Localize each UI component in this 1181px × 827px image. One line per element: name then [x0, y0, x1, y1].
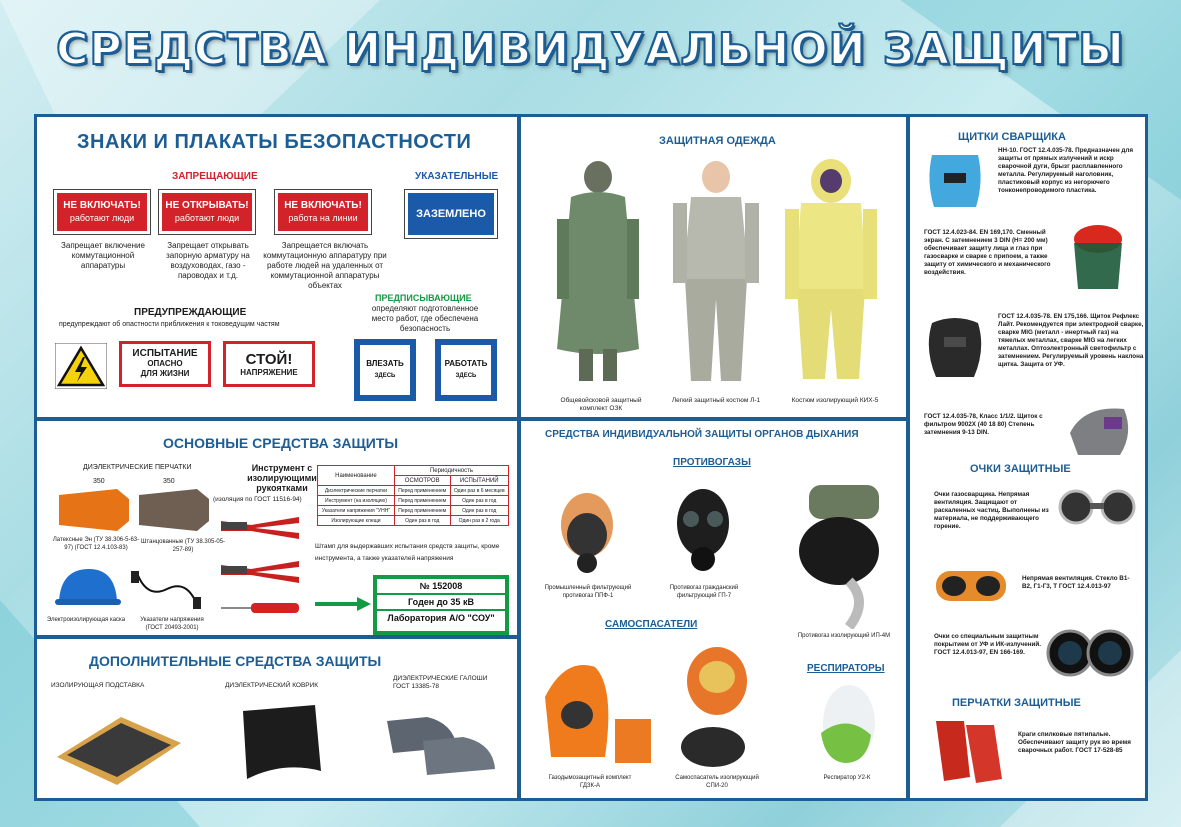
latex-glove-image: [57, 485, 131, 535]
u2k-caption: Респиратор У2-К: [823, 775, 871, 781]
welder-shield-blue-icon: [924, 149, 986, 211]
stamped-glove-image: [137, 485, 211, 535]
stamp-note: Штамп для выдержавших испытания средств защиты, кроме инструмента, а также указателей напряжения: [315, 543, 500, 562]
ip4m-mask-image: [789, 481, 895, 629]
u2k-respirator-image: [811, 683, 881, 771]
helmet-caption: Электроизолирующая каска: [46, 617, 126, 623]
clothing-panel: [518, 114, 909, 420]
welder-gloves-icon: [930, 717, 1010, 785]
goggles-text-2: Непрямая вентиляция. Стекло В1-В2, Г1-Г3, Т ГОСТ 12.4.013-97: [1022, 575, 1130, 590]
period-table: Наименование Периодичность ОСМОТРОВ ИСПЫТАНИЙ Диэлектрические перчатки Перед применением Один раз в 6 месяцев Инструмент (на изоляцию) Перед применением Один раз в год Указатели напряжения "УНН" Перед применением Один раз в год Изолирующие клещи Один раз в год Один раз в 2 года: [317, 465, 509, 526]
pliers-1-image: [221, 513, 299, 539]
resp-panel: [518, 418, 909, 801]
warn-desc: предупреждают об опастности приближения к токоведущим частям: [59, 321, 280, 328]
welder-mask-black-icon: [922, 315, 988, 381]
welding-panel: [907, 114, 1148, 801]
presc-label: ПРЕДПИСЫВАЮЩИЕ: [375, 293, 472, 303]
latex-glove-caption: Латексные Эн (ТУ 38.306-5-63-97) (ГОСТ 12.4.103-83): [52, 537, 140, 551]
gloves-label: ДИЭЛЕКТРИЧЕСКИЕ ПЕРЧАТКИ: [83, 464, 192, 471]
sign-testing: ИСПЫТАНИЕ ОПАСНО ДЛЯ ЖИЗНИ: [119, 341, 211, 387]
signs-header: ЗНАКИ И ПЛАКАТЫ БЕЗОПАСТНОСТИ: [77, 131, 472, 153]
signs-panel: [34, 114, 520, 420]
galoshes-label: ДИЭЛЕКТРИЧЕСКИЕ ГАЛОШИ ГОСТ 13385-78: [393, 675, 488, 690]
presc-desc: определяют подготовленное место работ, где обеспечена безопасность: [371, 304, 479, 333]
goggles-orange-icon: [934, 563, 1008, 607]
sign-stop-voltage: СТОЙ! НАПРЯЖЕНИЕ: [223, 341, 315, 387]
screwdriver-image: [221, 601, 299, 615]
ppf1-mask-image: [555, 489, 619, 577]
goggles-welder-icon: [1056, 483, 1138, 527]
sign1-desc: Запрещает включение коммутационной аппаратуры: [61, 241, 145, 270]
ip4m-caption: Противогаз изолирующий ИП-4М: [797, 633, 891, 639]
goggles-uv-icon: [1042, 625, 1136, 681]
welder-mask-grey-icon: [1064, 403, 1136, 457]
voltage-tester-image: [127, 569, 207, 609]
tool-title: Инструмент с изолирующими рукоятками: [247, 463, 317, 493]
pliers-2-image: [221, 557, 299, 583]
resp-label: РЕСПИРАТОРЫ: [807, 663, 885, 674]
helmet-image: [53, 565, 123, 609]
kih5-caption: Костюм изолирующий КИХ-5: [791, 397, 879, 404]
sign-line-work: НЕ ВКЛЮЧАТЬ! работа на линии: [274, 189, 372, 235]
dim-label-2: 350: [163, 478, 175, 485]
l1-suit-image: [671, 159, 761, 391]
warn-label: ПРЕДУПРЕЖДАЮЩИЕ: [134, 307, 247, 318]
prohibit-label: ЗАПРЕЩАЮЩИЕ: [172, 171, 258, 182]
welder-text-4: ГОСТ 12.4.035-78, Класс 1/1/2. Щиток с фильтром 9002X (40 18 80) Степень затемнения 9-13 DIN.: [924, 413, 1043, 436]
ozk-suit-image: [549, 159, 647, 391]
sign-grounded: ЗАЗЕМЛЕНО: [404, 189, 498, 239]
goggles-text-1: Очки газосварщика. Непрямая вентиляция. Защищают от раскаленных частиц. Выполнены из материала, не поддерживающего горение.: [934, 491, 1049, 530]
resp-header: СРЕДСТВА ИНДИВИДУАЛЬНОЙ ЗАЩИТЫ ОРГАНОВ ДЫХАНИЯ: [545, 429, 859, 440]
welder-header: ЩИТКИ СВАРЩИКА: [958, 131, 1066, 143]
high-voltage-icon: [55, 343, 107, 389]
table-row: Изолирующие клещи Один раз в год Один раз в 2 года: [318, 516, 509, 526]
table-row: Диэлектрические перчатки Перед применением Один раз в 6 месяцев: [318, 486, 509, 496]
table-row: Указатели напряжения "УНН" Перед применением Один раз в год: [318, 506, 509, 516]
gp7-caption: Противогаз гражданский фильтрующий ГП-7: [669, 585, 739, 599]
dim-label-1: 350: [93, 478, 105, 485]
gloves-header: ПЕРЧАТКИ ЗАЩИТНЫЕ: [952, 697, 1081, 709]
sign-do-not-open: НЕ ОТКРЫВАТЬ! работают люди: [158, 189, 256, 235]
gdzk-caption: Газодымозащитный комплект ГДЗК-А: [548, 775, 632, 789]
stand-label: ИЗОЛИРУЮЩАЯ ПОДСТАВКА: [51, 682, 145, 689]
sign-work-here: РАБОТАТЬ ЗДЕСЬ: [435, 339, 497, 401]
extra-header: ДОПОЛНИТЕЛЬНЫЕ СРЕДСТВА ЗАЩИТЫ: [89, 653, 382, 669]
spi20-image: [677, 643, 753, 771]
stamped-glove-caption: Штанцованные (ТУ 38.305-05-257-89): [140, 539, 226, 553]
goggles-header: ОЧКИ ЗАЩИТНЫЕ: [970, 463, 1071, 475]
tool-sub: (изоляция по ГОСТ 11516-94): [213, 496, 302, 503]
arrow-icon: [315, 597, 371, 611]
clothing-header: ЗАЩИТНАЯ ОДЕЖДА: [659, 135, 776, 147]
stamp-number: № 152008: [377, 579, 505, 595]
gas-label: ПРОТИВОГАЗЫ: [673, 457, 751, 468]
spi20-caption: Самоспасатель изолирующий СПИ-20: [675, 775, 759, 789]
index-label: УКАЗАТЕЛЬНЫЕ: [415, 171, 499, 182]
tester-caption: Указатели напряжения (ГОСТ 20493-2001): [140, 617, 204, 631]
basic-header: ОСНОВНЫЕ СРЕДСТВА ЗАЩИТЫ: [163, 435, 399, 451]
ozk-caption: Общевойсковой защитный комплект ОЗК: [560, 397, 642, 412]
goggles-text-3: Очки со специальным защитным покрытием от УФ и ИК-излучений. ГОСТ 12.4.013-97, EN 166-169.: [934, 633, 1042, 656]
sign3-desc: Запрещается включать коммутационную аппаратуру при работе людей на удаленных от коммутационной аппаратуры объектах: [263, 241, 387, 290]
welder-text-2: ГОСТ 12.4.023-84. EN 169,170. Сменный экран. С затемнением 3 DIN (H= 200 мм) обеспечивает защиту лица и глаз при газосварке и сварке с припоем, а также защиту от химического и механического воздействия.: [924, 229, 1051, 276]
welder-text-1: НН-10. ГОСТ 12.4.035-78. Предназначен для защиты от прямых излучений и искр сварочной дуги, брызг расплавленного металла. Регулируемый наголовник, пластиковый корпус из негорючего тонконепроводимого пластика.: [998, 147, 1134, 194]
extra-panel: [34, 636, 520, 801]
welder-text-3: ГОСТ 12.4.035-78. EN 175,166. Щиток Рефлекс Лайт. Рекомендуется при электродной сварке, сварке MIG (металл - инертный газ) на тяжелых металлах, сварке MIG на легких металлах. Оптоэлектронный светофильтр с затемнением. Регулируемый уровень наклона щитка. Защита от УФ.: [998, 313, 1144, 368]
kih5-suit-image: [783, 159, 879, 391]
gdzk-image: [535, 657, 653, 771]
stamp-valid: Годен до 35 кВ: [377, 595, 505, 611]
rubber-mat-image: [233, 701, 325, 783]
stamp-lab: Лаборатория А/О "СОУ": [387, 613, 495, 623]
sign-enter-here: ВЛЕЗАТЬ ЗДЕСЬ: [354, 339, 416, 401]
test-stamp: [373, 575, 509, 635]
sign-do-not-switch: НЕ ВКЛЮЧАТЬ! работают люди: [53, 189, 151, 235]
gloves-text: Краги спилковые пятипалые. Обеспечивают защиту рук во время сварочных работ. ГОСТ 17-528-85: [1018, 731, 1131, 754]
galoshes-image: [383, 711, 501, 783]
welder-faceshield-icon: [1060, 221, 1136, 293]
mat-label: ДИЭЛЕКТРИЧЕСКИЙ КОВРИК: [225, 682, 319, 689]
l1-caption: Легкий защитный костюм Л-1: [671, 397, 761, 404]
ppf1-caption: Промышленный фильтрующий противогаз ППФ-1: [544, 585, 632, 599]
sign2-desc: Запрещает открывать запорную арматуру на воздуховодах, газо - пароводах и т.д.: [166, 241, 250, 280]
gp7-mask-image: [671, 483, 735, 575]
self-label: САМОСПАСАТЕЛИ: [605, 619, 698, 630]
basic-panel: [34, 418, 520, 638]
table-row: Инструмент (на изоляцию) Перед применением Один раз в год: [318, 496, 509, 506]
insulating-stand-image: [51, 697, 187, 789]
page-title: СРЕДСТВА ИНДИВИДУАЛЬНОЙ ЗАЩИТЫ: [56, 24, 1125, 75]
